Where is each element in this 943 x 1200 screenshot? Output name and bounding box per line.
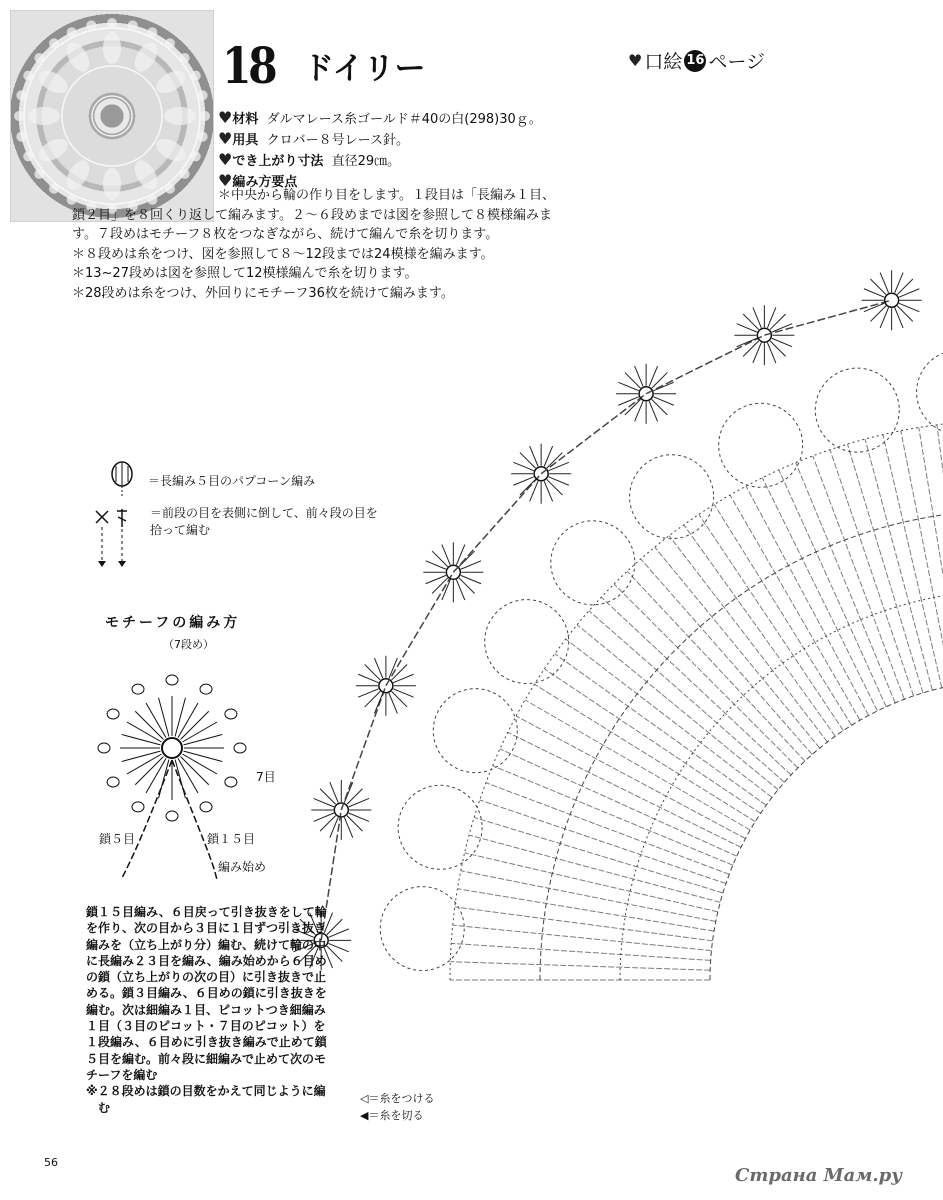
watermark: Страна Мам.ру [735, 1165, 902, 1186]
chart-stitch-line [451, 943, 710, 960]
photo-edge-motif [107, 18, 117, 28]
motif-stitch [122, 751, 161, 761]
photo-petal [35, 134, 72, 166]
chart-motif-center [885, 293, 899, 307]
photo-edge-motif [34, 53, 44, 63]
motif-picot [166, 811, 178, 821]
photo-edge-motif [200, 111, 210, 121]
motif-picot [200, 684, 212, 694]
photo-edge-motif [14, 111, 24, 121]
chart-round-arc [710, 680, 943, 980]
legend-yarn [360, 1090, 434, 1124]
popcorn-stitch-icon [104, 460, 144, 500]
chart-stitch-line [555, 654, 766, 805]
page-reference [628, 47, 765, 74]
chart-stitch-line [746, 486, 869, 715]
chart-stitch-line [493, 766, 733, 865]
back-loop-stitch-icon [94, 505, 144, 571]
motif-subtitle: （7段め） [163, 638, 214, 651]
method-step-3: ＊13~27段めは図を参照して12模様編んで糸を切ります。 [72, 266, 418, 281]
chart-scallop [630, 455, 714, 539]
pattern-number: 18 [222, 36, 275, 95]
photo-edge-motif [191, 151, 201, 161]
photo-petal [62, 39, 94, 76]
page-ref-suffix: ページ [708, 51, 765, 73]
photo-petal [103, 32, 121, 64]
legend-popcorn: ＝長編み５目のパプコーン編み [104, 460, 315, 500]
photo-edge-motif [165, 38, 175, 48]
photo-edge-motif [49, 184, 59, 194]
method-step-2: ＊８段めは糸をつけ、図を参照して８～12段までは24模様を編みます。 [72, 246, 494, 262]
photo-edge-motif [23, 71, 33, 81]
motif-instruction-text: 鎖１５目編み、６目戻って引き抜きをして輪を作り、次の目から３目に１目ずつ引き抜き編みを（立ち上がり分）編む、続けて輪の中に長編み２３目を編み、編み始めから６目めの鎖（立ち上がりの次の目）に引き抜きで止める。鎖３目編み、６目めの鎖に引き抜きを編む。次は細編み１目、ピコットつき細編み１目（３目のピコット・７目のピコット）を１段編み、６目めに引き抜き編みで止めて鎖５目を編む。前々段に細編みで止めて次のモチーフを編む [86, 905, 327, 1082]
chart-stitch-line [714, 504, 851, 725]
motif-chain [122, 760, 217, 880]
heart-icon: ♥ [218, 171, 233, 190]
photo-edge-motif [86, 20, 96, 30]
heart-icon: ♥ [628, 51, 643, 70]
legend-cut-yarn: ◀＝糸を切る [360, 1109, 424, 1122]
chart-motif-join [386, 572, 453, 685]
chart-stitch-line [614, 584, 798, 768]
chart-stitch-line [901, 431, 943, 686]
photo-petal [164, 107, 196, 125]
photo-edge-motif [198, 90, 208, 100]
chart-stitch-line [465, 853, 718, 912]
photo-edge-motif [180, 169, 190, 179]
chart-scallop [398, 785, 482, 869]
spec-tools: ♥用具 クロバー８号レース針。 [218, 129, 409, 148]
spec-material: ♥材料 ダルマレース糸ゴールド＃40の白(298)30ｇ。 [218, 108, 542, 127]
photo-edge-motif [191, 71, 201, 81]
legend-back-loop: ＝前段の目を表側に倒して、前々段の目を拾って編む [94, 505, 380, 571]
page-title: ドイリー [303, 51, 426, 87]
motif-stitch [159, 698, 169, 737]
method-step-4: ＊28段めは糸をつけ、外回りにモチーフ36枚を続けて編みます。 [72, 285, 454, 301]
chart-scallop [719, 403, 803, 487]
chart-stitch-line [779, 470, 886, 707]
legend-attach-yarn: ◁＝糸をつける [360, 1092, 435, 1105]
heart-icon: ♥ [218, 108, 233, 127]
chart-stitch-line [601, 597, 791, 775]
page-ref-number: 16 [684, 50, 706, 72]
chart-stitch-line [474, 817, 723, 892]
chart-stitch-line [699, 514, 843, 730]
spec-size: ♥でき上がり寸法 直径29㎝。 [218, 150, 401, 169]
specs-list [218, 108, 542, 192]
chart-stitch-line [883, 435, 942, 688]
motif-label-start: 編み始め [218, 860, 267, 874]
photo-petal [153, 134, 190, 166]
motif-picot [132, 684, 144, 694]
chart-stitch-line [534, 684, 755, 821]
motif-label-row7: 7目 [256, 770, 276, 784]
chart-motif-join [764, 300, 891, 335]
motif-stitch [184, 735, 223, 745]
chart-stitch-line [516, 716, 745, 839]
method-text [72, 186, 562, 303]
motif-stitch [184, 751, 223, 761]
chart-stitch-line [762, 478, 877, 711]
heart-icon: ♥ [218, 150, 233, 169]
chart-motif-join [453, 474, 541, 573]
motif-ring [162, 738, 182, 758]
chart-scallop [917, 350, 943, 434]
photo-petal [35, 66, 72, 98]
photo-edge-motif [67, 27, 77, 37]
chart-stitch-line [796, 463, 895, 703]
chart-stitch-line [455, 907, 713, 941]
motif-label-ch15: 鎖１５目 [207, 832, 256, 846]
motif-picot [98, 743, 110, 753]
chart-lines [291, 270, 943, 980]
chart-stitch-line [669, 536, 827, 742]
chart-stitch-line [641, 559, 812, 754]
motif-picot [107, 709, 119, 719]
photo-edge-motif [49, 38, 59, 48]
page-number: 56 [44, 1156, 58, 1169]
photo-petal [130, 39, 162, 76]
chart-stitch-line [508, 732, 741, 847]
chart-stitch-line [450, 962, 710, 971]
chart-scallop [485, 600, 569, 684]
photo-edge-motif [23, 151, 33, 161]
chart-stitch-line [847, 444, 922, 693]
heart-icon: ♥ [218, 129, 233, 148]
photo-edge-motif [147, 27, 157, 37]
chart-scallop [380, 887, 464, 971]
motif-instructions [86, 904, 336, 1116]
photo-edge-motif [16, 132, 26, 142]
chart-stitch-line [919, 427, 943, 684]
motif-label-ch5: 鎖５目 [99, 832, 136, 846]
chart-stitch-line [589, 611, 784, 782]
chart-scallop [433, 689, 517, 773]
chart-stitch-line [627, 571, 805, 761]
motif-instruction-note: ※２８段めは鎖の目数をかえて同じように編む [86, 1084, 326, 1115]
chart-stitch-line [684, 525, 835, 736]
photo-petal [28, 107, 60, 125]
chart-scallop [815, 368, 899, 452]
motif-picot [132, 802, 144, 812]
chart-motif-join [541, 394, 646, 474]
page-ref-prefix: 口絵 [644, 51, 683, 73]
photo-edge-motif [16, 90, 26, 100]
chart-stitch-line [544, 669, 760, 813]
spec-method-heading: ♥編み方要点 [218, 171, 298, 190]
chart-scallop [551, 521, 635, 605]
photo-petal [153, 66, 190, 98]
motif-picot [234, 743, 246, 753]
chart-stitch-line [453, 925, 712, 950]
photo-edge-motif [198, 132, 208, 142]
motif-picot [225, 709, 237, 719]
chart-motif-join [646, 335, 764, 394]
chart-stitch-line [500, 749, 737, 856]
motif-lines [98, 675, 246, 880]
motif-picot [166, 675, 178, 685]
motif-picot [200, 802, 212, 812]
method-step-1: ＊中央から輪の作り目をします。１段目は「長編み１目、鎖２目」を８回くり返して編みます。２～６段めまでは図を参照して８模様編みます。７段めはモチーフ８枚をつなぎながら、続けて編んで糸を切ります。 [72, 188, 555, 242]
photo-edge-motif [180, 53, 190, 63]
photo-edge-motif [128, 20, 138, 30]
motif-title: モチーフの編み方 [105, 615, 241, 631]
chart-motif-join [341, 686, 386, 810]
motif-stitch [122, 735, 161, 745]
chart-stitch-line [566, 639, 772, 797]
motif-picot [225, 777, 237, 787]
motif-stitch [175, 698, 185, 737]
photo-edge-motif [34, 169, 44, 179]
motif-picot [107, 777, 119, 787]
